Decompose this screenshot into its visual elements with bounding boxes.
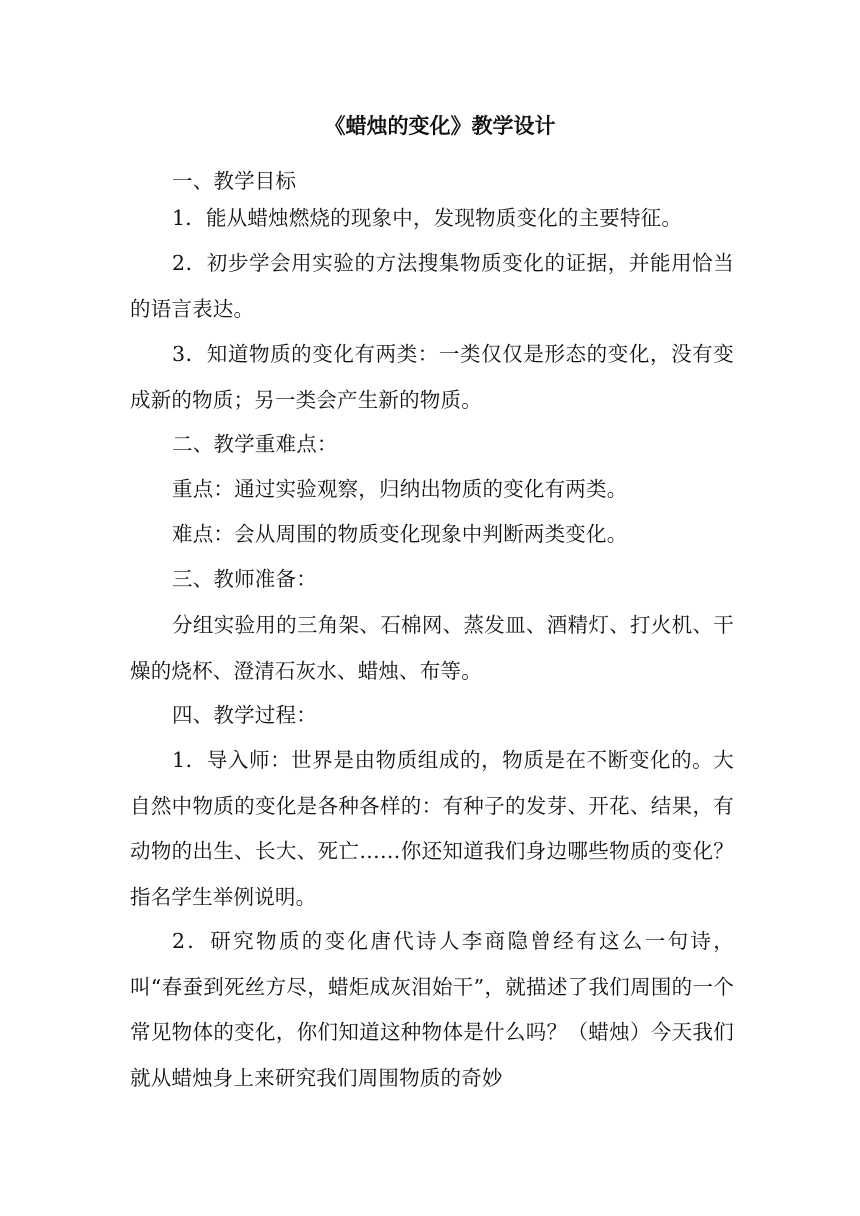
objective-1: 1．能从蜡烛燃烧的现象中，发现物质变化的主要特征。 xyxy=(172,206,683,230)
preparation-materials: 分组实验用的三角架、石棉网、蒸发皿、酒精灯、打火机、干燥的烧杯、澄清石灰水、蜡烛、布等。 xyxy=(130,613,734,683)
process-step-2: 2．研究物质的变化唐代诗人李商隐曾经有这么一句诗，叫“春蚕到死丝方尽，蜡炬成灰泪始干”，就描述了我们周围的一个常见物体的变化，你们知道这种物体是什么吗？（蜡烛）今天我们就从蜡烛身上来研究我们周围物质的奇妙 xyxy=(130,929,734,1090)
section-heading-process: 四、教学过程： xyxy=(172,703,317,727)
section-heading-key-points: 二、教学重难点： xyxy=(172,432,338,456)
process-step-1: 1．导入师：世界是由物质组成的，物质是在不断变化的。大自然中物质的变化是各种各样的：有种子的发芽、开花、结果，有动物的出生、长大、死亡……你还知道我们身边哪些物质的变化？指名学生举例说明。 xyxy=(130,748,734,909)
key-point: 重点：通过实验观察，归纳出物质的变化有两类。 xyxy=(172,477,628,501)
objective-2: 2．初步学会用实验的方法搜集物质变化的证据，并能用恰当的语言表达。 xyxy=(130,251,734,321)
document-title: 《蜡烛的变化》教学设计 xyxy=(324,114,556,138)
section-heading-preparation: 三、教师准备： xyxy=(172,567,317,591)
objective-3: 3．知道物质的变化有两类：一类仅仅是形态的变化，没有变成新的物质；另一类会产生新的物质。 xyxy=(130,342,734,412)
difficult-point: 难点：会从周围的物质变化现象中判断两类变化。 xyxy=(172,522,628,546)
section-heading-objectives: 一、教学目标 xyxy=(172,169,297,193)
